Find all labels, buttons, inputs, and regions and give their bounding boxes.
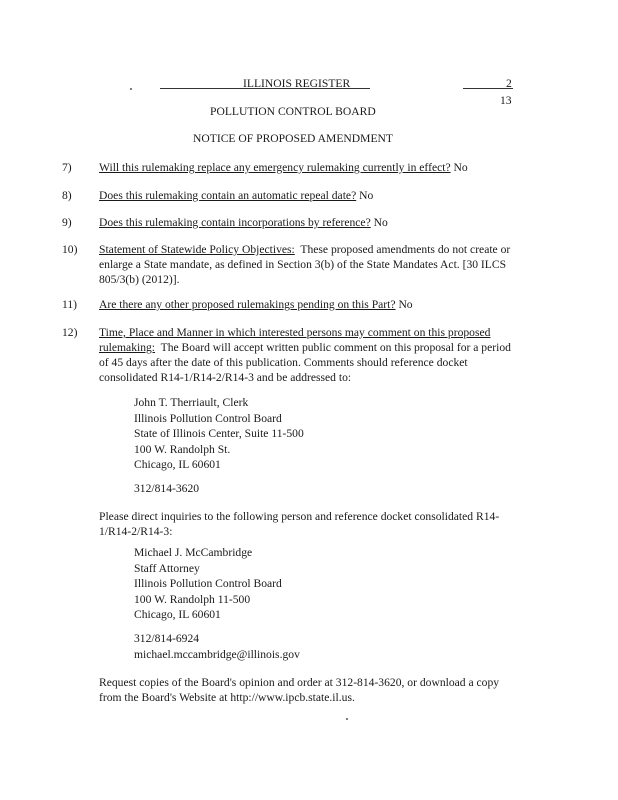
attorney-email: michael.mccambridge@illinois.gov (134, 648, 300, 661)
item-11-number: 11) (62, 298, 78, 311)
scan-speck (346, 718, 348, 720)
direct-line1: Please direct inquiries to the following person and reference docket consolidated R14- (99, 510, 500, 523)
item-10-number: 10) (62, 243, 78, 256)
page-number-sub: 13 (500, 94, 512, 107)
item-8-number: 8) (62, 189, 72, 202)
item-10 (99, 242, 524, 287)
item-9-question: Does this rulemaking contain incorporations by reference? (99, 216, 371, 229)
page-number: 2 (506, 77, 512, 90)
register-title: ILLINOIS REGISTER (243, 77, 351, 90)
direct-line2: 1/R14-2/R14-3: (99, 525, 173, 538)
item-11 (99, 297, 524, 312)
address-line: 100 W. Randolph 11-500 (134, 592, 251, 606)
request-line1: Request copies of the Board's opinion and order at 312-814-3620, or download a copy (99, 676, 500, 689)
item-8-question: Does this rulemaking contain an automatic repeal date? (99, 189, 357, 202)
item-8-answer: No (359, 189, 374, 202)
item-12-line2: The Board will accept written public comment on this proposal for a period (160, 341, 511, 354)
address-line: Staff Attorney (134, 561, 200, 575)
address-line: 100 W. Randolph St. (134, 442, 231, 456)
request-line2: from the Board's Website at http://www.ipcb.state.il.us. (99, 691, 355, 704)
item-10-line1: These proposed amendments do not create or (300, 243, 511, 256)
item-10-line3: 805/3(b) (2012)]. (99, 273, 180, 286)
address-block-attorney (134, 545, 282, 623)
notice-title: NOTICE OF PROPOSED AMENDMENT (193, 132, 394, 145)
item-11-answer: No (398, 298, 413, 311)
address-block-clerk (134, 395, 304, 473)
item-7-answer: No (453, 161, 468, 174)
item-7 (99, 160, 524, 175)
address-line: Illinois Pollution Control Board (134, 577, 282, 590)
item-8 (99, 188, 524, 203)
item-12-number: 12) (62, 326, 78, 339)
board-title: POLLUTION CONTROL BOARD (210, 105, 376, 118)
item-9 (99, 215, 524, 230)
item-10-line2: enlarge a State mandate, as defined in Section 3(b) of the State Mandates Act. [30 ILCS (99, 258, 507, 271)
address-line: Chicago, IL 60601 (134, 608, 221, 621)
address-line: Michael J. McCambridge (134, 546, 253, 559)
item-9-number: 9) (62, 216, 72, 229)
direct-inquiries (99, 509, 524, 539)
address-line: John T. Therriault, Clerk (134, 396, 249, 409)
item-10-label: Statement of Statewide Policy Objectives: (99, 243, 295, 256)
item-12 (99, 325, 524, 385)
clerk-phone: 312/814-3620 (134, 482, 200, 495)
item-9-answer: No (373, 216, 388, 229)
item-12-line4: consolidated R14-1/R14-2/R14-3 and be addressed to: (99, 371, 352, 384)
address-line: Illinois Pollution Control Board (134, 411, 282, 425)
address-line: State of Illinois Center, Suite 11-500 (134, 427, 304, 440)
item-11-question: Are there any other proposed rulemakings pending on this Part? (99, 298, 396, 311)
address-line: Chicago, IL 60601 (134, 458, 221, 471)
item-7-number: 7) (62, 161, 72, 174)
attorney-phone: 312/814-6924 (134, 632, 200, 645)
item-7-question: Will this rulemaking replace any emergency rulemaking currently in effect? (99, 161, 451, 174)
item-12-line1: Time, Place and Manner in which interested persons may comment on this proposed (99, 326, 491, 339)
item-12-line3: of 45 days after the date of this publication. Comments should reference docket (99, 356, 468, 369)
scan-speck (130, 88, 132, 90)
item-12-line2-label: rulemaking: (99, 341, 156, 354)
request-copies (99, 675, 524, 705)
